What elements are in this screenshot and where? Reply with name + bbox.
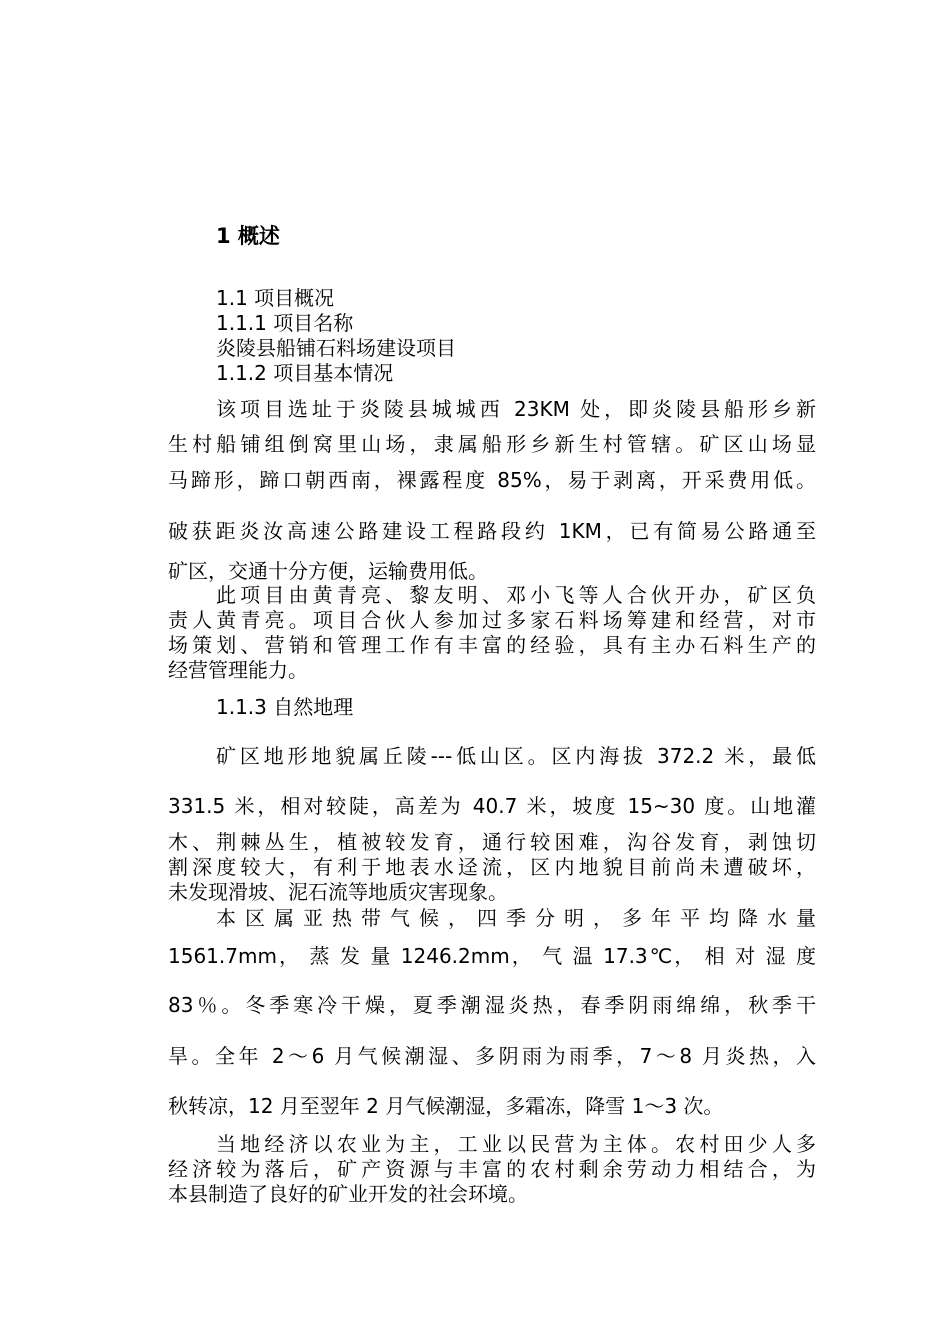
section-1-1-3: 1.1.3 自然地理 (216, 695, 354, 719)
paragraph-line: 本县制造了良好的矿业开发的社会环境。 (168, 1182, 528, 1206)
chapter-heading: 1 概述 (216, 224, 280, 248)
paragraph-line: 责人黄青亮。项目合伙人参加过多家石料场筹建和经营，对市 (168, 608, 816, 632)
paragraph-line: 场策划、营销和管理工作有丰富的经验，具有主办石料生产的 (168, 633, 816, 657)
paragraph-line: 83％。冬季寒冷干燥，夏季潮湿炎热，春季阴雨绵绵，秋季干 (168, 993, 816, 1017)
paragraph-line: 当地经济以农业为主，工业以民营为主体。农村田少人多 (216, 1132, 816, 1156)
paragraph-line: 木、荆棘丛生，植被较发育，通行较困难，沟谷发育，剥蚀切 (168, 830, 816, 854)
paragraph-line: 此项目由黄青亮、黎友明、邓小飞等人合伙开办，矿区负 (216, 583, 816, 607)
paragraph-line: 经营管理能力。 (168, 658, 308, 682)
paragraph-line: 本区属亚热带气候，四季分明，多年平均降水量 (216, 906, 816, 930)
section-1-1-1: 1.1.1 项目名称 (216, 311, 354, 335)
paragraph-line: 矿区，交通十分方便，运输费用低。 (168, 559, 488, 583)
section-1-1-2: 1.1.2 项目基本情况 (216, 361, 394, 385)
paragraph-line: 破获距炎汝高速公路建设工程路段约 1KM，已有简易公路通至 (168, 519, 816, 543)
paragraph-line: 未发现滑坡、泥石流等地质灾害现象。 (168, 880, 508, 904)
paragraph-line: 秋转凉，12 月至翌年 2 月气候潮湿，多霜冻，降雪 1～3 次。 (168, 1094, 724, 1118)
paragraph-line: 割深度较大，有利于地表水迳流，区内地貌目前尚未遭破坏， (168, 855, 816, 879)
paragraph-line: 马蹄形，蹄口朝西南，裸露程度 85%，易于剥离，开采费用低。 (168, 468, 816, 492)
paragraph-line: 旱。全年 2～6 月气候潮湿、多阴雨为雨季，7～8 月炎热，入 (168, 1044, 816, 1068)
project-name: 炎陵县船铺石料场建设项目 (216, 336, 456, 360)
paragraph-line: 矿区地形地貌属丘陵---低山区。区内海拔 372.2 米，最低 (216, 744, 816, 768)
paragraph-line: 生村船铺组倒窝里山场，隶属船形乡新生村管辖。矿区山场显 (168, 432, 816, 456)
paragraph-line: 该项目选址于炎陵县城城西 23KM 处，即炎陵县船形乡新 (216, 397, 816, 421)
paragraph-line: 经济较为落后，矿产资源与丰富的农村剩余劳动力相结合，为 (168, 1157, 816, 1181)
paragraph-line: 331.5 米，相对较陡，高差为 40.7 米，坡度 15~30 度。山地灌 (168, 794, 816, 818)
paragraph-line: 1561.7mm， 蒸 发 量 1246.2mm， 气 温 17.3℃， 相 对 湿 度 (168, 944, 816, 968)
section-1-1: 1.1 项目概况 (216, 286, 335, 310)
